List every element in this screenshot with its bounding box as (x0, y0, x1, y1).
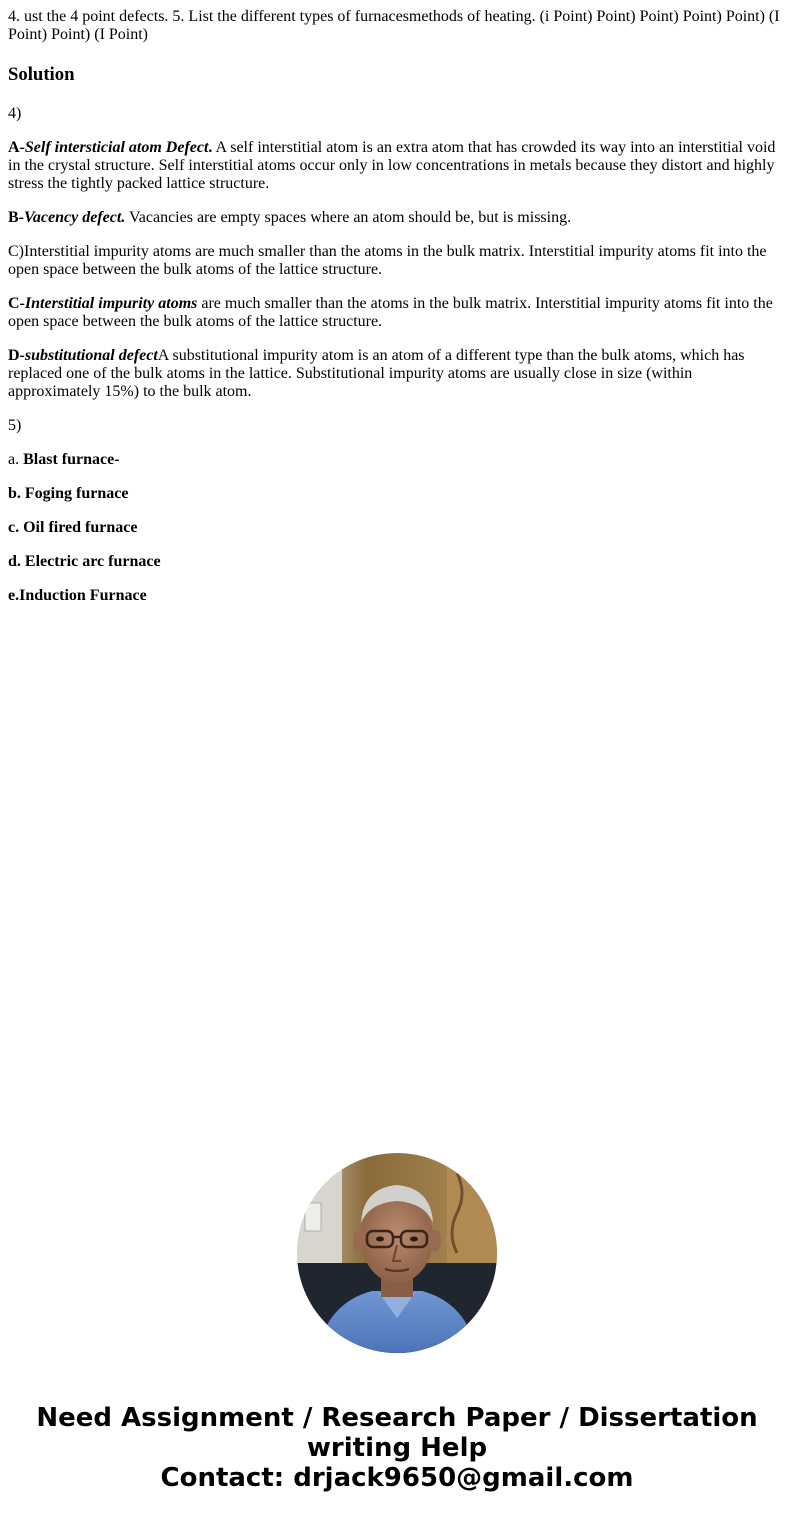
furnace-e (8, 587, 786, 605)
defect-a-dot: . (208, 139, 213, 156)
part4-label: 4) (8, 105, 22, 122)
defect-d (8, 347, 786, 401)
furnace-b-text: b. Foging furnace (8, 485, 129, 502)
defect-c-text: are much smaller than the atoms in the bulk matrix. Interstitial impurity atoms fit into the open space between the bulk atoms of the lattice structure. (8, 295, 773, 330)
furnace-d (8, 553, 786, 571)
defect-c-plain: C)Interstitial impurity atoms are much smaller than the atoms in the bulk matrix. Interstitial impurity atoms fit into the open space between the bulk atoms of the lattice structure. (8, 243, 767, 278)
furnace-c (8, 519, 786, 537)
question-text: 4. ust the 4 point defects. 5. List the different types of furnacesmethods of heating. (i Point) Point) Point) Point) Point) (I Point) Point) (I Point) (8, 8, 780, 43)
footer-contact: Contact: drjack9650@gmail.com (160, 1463, 634, 1493)
defect-d-term-wrap (25, 347, 158, 364)
defect-b-term-wrap (24, 209, 125, 226)
defect-b-text: Vacancies are empty spaces where an atom should be, but is missing. (125, 209, 572, 226)
author-portrait-image (297, 1153, 497, 1353)
footer-line-1: Need Assignment / Research Paper / Dissertation (36, 1403, 758, 1433)
defect-b-term: Vacency defect. (24, 209, 126, 226)
defect-d-text: A substitutional impurity atom is an atom of a different type than the bulk atoms, which has replaced one of the bulk atoms in the lattice. Substitutional impurity atoms are usually close in size (within approximately 15%) to the bulk atom. (8, 347, 745, 400)
furnace-b (8, 485, 786, 503)
defect-a-text: A self interstitial atom is an extra atom that has crowded its way into an interstitial void in the crystal structure. Self interstitial atoms occur only in low concentrations in metals because they distort and highly stress the tightly packed lattice structure. (8, 139, 776, 192)
part5-label: 5) (8, 417, 22, 434)
defect-c (8, 295, 786, 331)
defect-b-prefix: B- (8, 209, 24, 226)
furnace-c-text: c. Oil fired furnace (8, 519, 138, 536)
footer-banner (0, 1403, 794, 1493)
footer-line-2: writing Help (306, 1433, 488, 1463)
defect-d-prefix: D- (8, 347, 25, 364)
defect-c-term: Interstitial impurity atoms (24, 295, 198, 312)
defect-a-term-wrap (25, 139, 209, 156)
defect-a-prefix: A- (8, 139, 25, 156)
defect-a (8, 139, 786, 193)
furnace-d-text: d. Electric arc furnace (8, 553, 161, 570)
defect-a-term: Self intersticial atom Defect (24, 139, 209, 156)
furnace-a (8, 451, 786, 469)
furnace-a-prefix: a. (8, 451, 24, 468)
defect-b (8, 209, 786, 227)
defect-c-prefix: C- (8, 295, 25, 312)
author-photo (297, 1153, 497, 1353)
defect-d-term: substitutional defect (24, 347, 158, 364)
furnace-e-text: e.Induction Furnace (8, 587, 147, 604)
furnace-a-text: Blast furnace- (23, 451, 120, 468)
document-body (8, 8, 786, 621)
defect-c-term-wrap (25, 295, 197, 312)
solution-heading: Solution (8, 64, 75, 85)
